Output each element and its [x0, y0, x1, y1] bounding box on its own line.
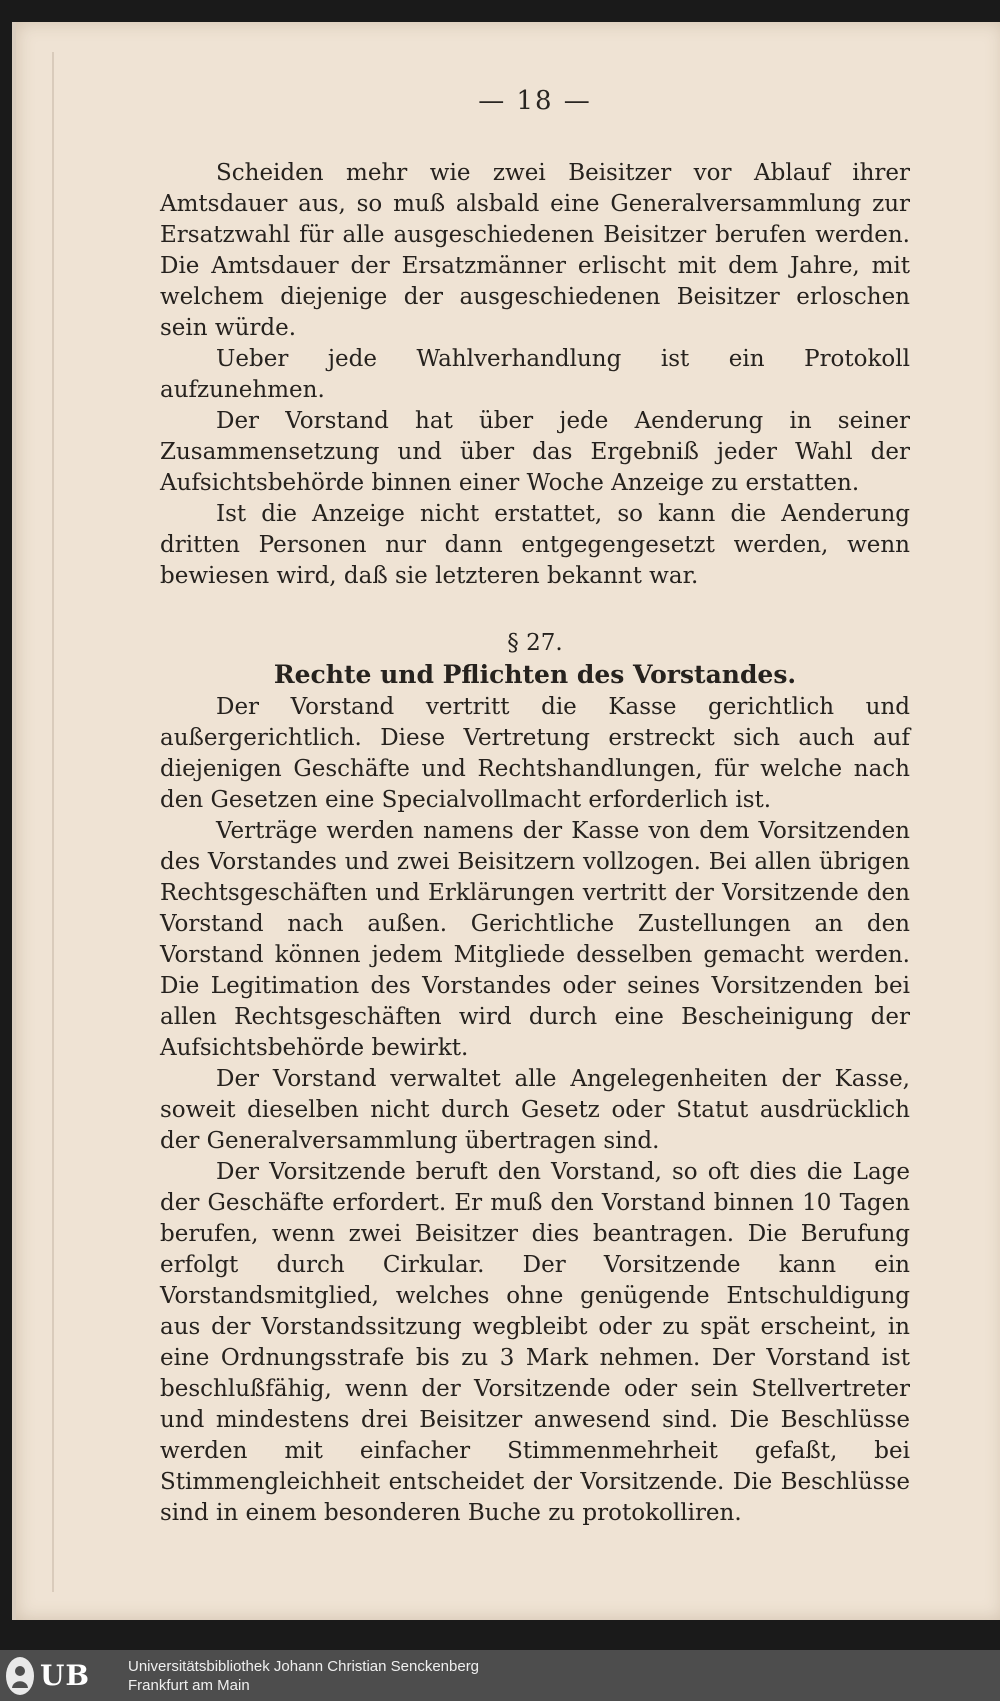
- paragraph-vertretung: Der Vorstand vertritt die Kasse gerichtlich und außergerichtlich. Diese Vertretung erstreckt sich auch auf diejenigen Geschäfte und Rechtshandlungen, für welche nach den Gesetzen eine Specialvollmacht erforderlich ist.: [160, 694, 910, 813]
- page-gutter-shadow: [52, 52, 54, 1592]
- section-title: Rechte und Pflichten des Vorstandes.: [273, 660, 797, 689]
- paragraph-ersatzwahl: Scheiden mehr wie zwei Beisitzer vor Ablauf ihrer Amtsdauer aus, so muß alsbald eine Generalversammlung zur Ersatzwahl für alle ausgeschiedenen Beisitzer berufen werden. Die Amtsdauer der Ersatzmänner erlischt mit dem Jahre, mit welchem diejenige der ausgeschiedenen Beisitzer erloschen sein würde.: [160, 160, 910, 341]
- page-text: [160, 158, 910, 1529]
- section-number: § 27.: [507, 630, 563, 656]
- library-name-line: Universitätsbibliothek Johann Christian Senckenberg: [128, 1657, 480, 1675]
- paragraph-vertraege: Verträge werden namens der Kasse von dem Vorsitzenden des Vorstandes und zwei Beisitzern vollzogen. Bei allen übrigen Rechtsgeschäften und Erklärungen vertritt der Vorsitzende den Vorstand nach außen. Gerichtliche Zustellungen an den Vorstand können jedem Mitgliede desselben gemacht werden. Die Legitimation des Vorstandes oder seines Vorsitzenden bei allen Rechtsgeschäften wird durch eine Bescheinigung der Aufsichtsbehörde bewirkt.: [160, 818, 910, 1061]
- paragraph-anzeige: Der Vorstand hat über jede Aenderung in seiner Zusammensetzung und über das Ergebniß jeder Wahl der Aufsichtsbehörde binnen einer Woche Anzeige zu erstatten.: [160, 408, 910, 496]
- paragraph-dritte-personen: Ist die Anzeige nicht erstattet, so kann die Aenderung dritten Personen nur dann entgegengesetzt werden, wenn bewiesen wird, daß sie letzteren bekannt war.: [160, 501, 910, 589]
- page-number: — 18 —: [478, 86, 592, 116]
- library-city-line: Frankfurt am Main: [128, 1676, 250, 1694]
- portrait-seal-icon: [6, 1657, 34, 1695]
- paragraph-verwaltung: Der Vorstand verwaltet alle Angelegenheiten der Kasse, soweit dieselben nicht durch Gesetz oder Statut ausdrücklich der Generalversammlung übertragen sind.: [160, 1066, 910, 1154]
- logo-text: UB: [40, 1659, 91, 1692]
- library-name: [128, 1657, 479, 1695]
- library-footer-bar: [0, 1650, 1000, 1701]
- paragraph-berufung: Der Vorsitzende beruft den Vorstand, so oft dies die Lage der Geschäfte erfordert. Er muß den Vorstand binnen 10 Tagen berufen, wenn zwei Beisitzer dies beantragen. Die Berufung erfolgt durch Cirkular. Der Vorsitzende kann ein Vorstandsmitglied, welches ohne genügende Entschuldigung aus der Vorstandssitzung wegbleibt oder zu spät erscheint, in eine Ordnungsstrafe bis zu 3 Mark nehmen. Der Vorstand ist beschlußfähig, wenn der Vorsitzende oder sein Stellvertreter und mindestens drei Beisitzer anwesend sind. Die Beschlüsse werden mit einfacher Stimmenmehrheit gefaßt, bei Stimmengleichheit entscheidet der Vorsitzende. Die Beschlüsse sind in einem besonderen Buche zu protokolliren.: [160, 1159, 910, 1526]
- paragraph-protokoll: Ueber jede Wahlverhandlung ist ein Protokoll aufzunehmen.: [160, 346, 910, 403]
- library-logo[interactable]: [6, 1654, 118, 1697]
